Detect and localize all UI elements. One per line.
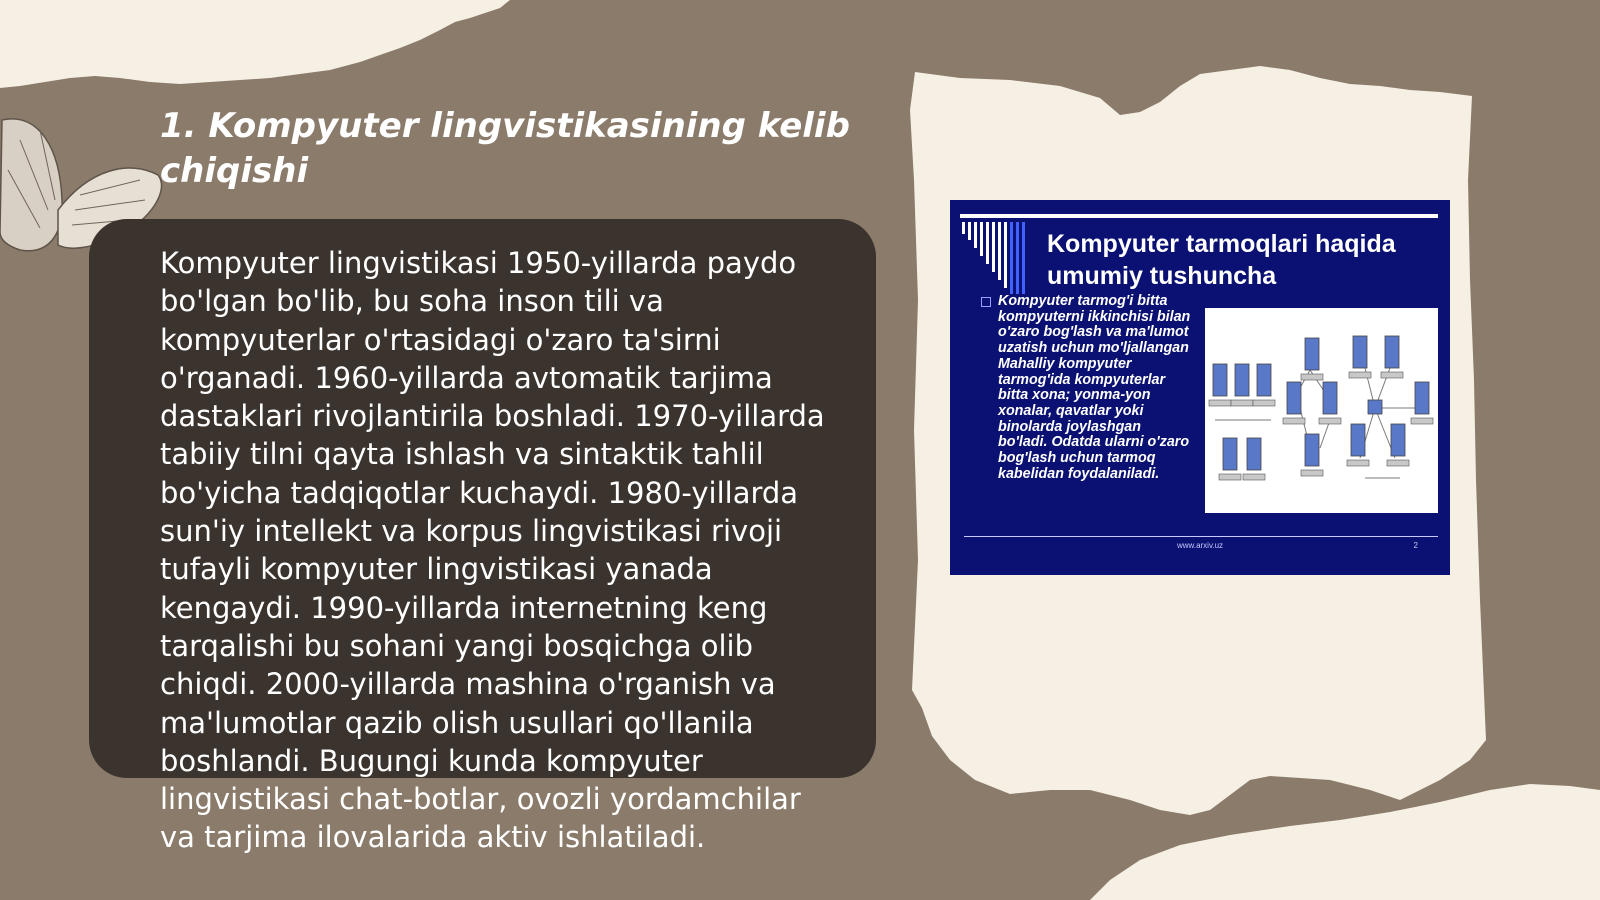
embedded-slide-image	[950, 200, 1450, 575]
slide-page-number: 2	[1413, 541, 1418, 550]
slide-bottom-rule	[964, 536, 1438, 537]
slide-title: Kompyuter tarmoqlari haqida umumiy tushuncha	[1047, 230, 1396, 290]
slide-bullet-text: Kompyuter tarmog'i bitta kompyuterni ikkinchisi bilan o'zaro bog'lash va ma'lumot uzatish uchun mo'ljallangan Mahalliy kompyuter tarmog'ida kompyuterlar bitta xona; yonma-yon xonalar, qavatlar yoki binolarda joylashgan bo'ladi. Odatda ularni o'zaro bog'lash uchun tarmoq kabelidan foydalaniladi.	[998, 293, 1191, 482]
page-title: 1. Kompyuter lingvistikasining kelib chiqishi	[160, 106, 850, 191]
slide-top-rule	[960, 214, 1438, 218]
slide-corner-stripes-icon	[962, 222, 1034, 294]
slide-bullet-icon	[981, 297, 991, 307]
computer-network-diagram-icon	[1205, 308, 1438, 513]
content-paragraph: Kompyuter lingvistikasi 1950-yillarda paydo bo'lgan bo'lib, bu soha inson tili va kompyuterlar o'rtasidagi o'zaro ta'sirni o'rganadi. 1960-yillarda avtomatik tarjima dastaklari rivojlantirila boshladi. 1970-yillarda tabiiy tilni qayta ishlash va sintaktik tahlil bo'yicha tadqiqotlar kuchaydi. 1980-yillarda sun'iy intellekt va korpus lingvistikasi rivoji tufayli kompyuter lingvistikasi yanada kengaydi. 1990-yillarda internetning keng tarqalishi bu sohani yangi bosqichga olib chiqdi. 2000-yillarda mashina o'rganish va ma'lumotlar qazib olish usullari qo'llanila boshlandi. Bugungi kunda kompyuter lingvistikasi chat-botlar, ovozli yordamchilar va tarjima ilovalarida aktiv ishlatiladi.	[160, 246, 825, 855]
torn-paper-top-left	[0, 0, 510, 88]
slide-footer-site: www.arxiv.uz	[1176, 541, 1224, 550]
